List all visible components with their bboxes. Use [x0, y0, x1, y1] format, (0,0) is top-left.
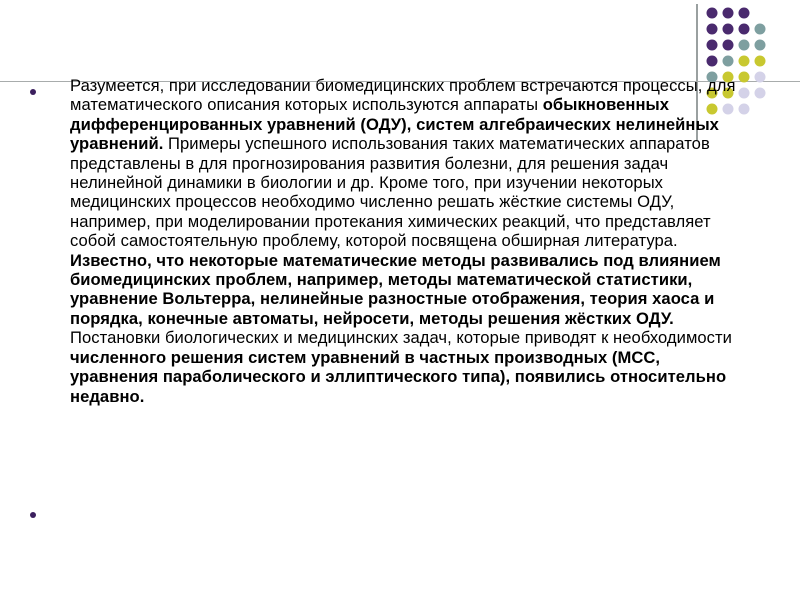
decorative-dot — [707, 56, 718, 67]
bullet-item — [30, 76, 742, 406]
decorative-dot — [723, 8, 734, 19]
paragraph-run-bold: Известно, что некоторые математические методы развивались под влиянием биомедицинских проблем, например, методы математической статистики, уравнение Вольтерра, нелинейные разностные отображения, теория хаоса и порядка, конечные автоматы, нейросети, методы решения жёстких ОДУ. — [70, 250, 721, 328]
bullet-icon — [30, 89, 36, 95]
main-paragraph — [70, 76, 742, 406]
paragraph-run-bold: численного решения систем уравнений в частных производных (МСС, уравнения параболического и эллиптического типа), появились относительно недавно. — [70, 347, 727, 406]
decorative-dot — [707, 24, 718, 35]
slide-body — [30, 76, 742, 406]
empty-bullet-icon — [30, 512, 36, 518]
decorative-dot — [739, 40, 750, 51]
paragraph-run: Постановки биологических и медицинских задач, которые приводят к необходимости — [70, 328, 733, 348]
decorative-dot — [707, 40, 718, 51]
decorative-dot — [723, 24, 734, 35]
paragraph-run-bold: обыкновенных дифференцированных уравнений (ОДУ), систем алгебраических нелинейных уравнений. — [70, 95, 719, 154]
decorative-dot — [755, 40, 766, 51]
decorative-dot — [755, 56, 766, 67]
paragraph-run: Примеры успешного использования таких математических аппаратов представлены в для прогнозирования развития болезни, для решения задач нелинейной динамики в биологии и др. Кроме того, при изучении некоторых медицинских процессов необходимо численно решать жёсткие системы ОДУ, например, при моделировании протекания химических реакций, что представляет собой самостоятельную проблему, которой посвящена обширная литература. — [70, 134, 711, 251]
paragraph-run: Разумеется, при исследовании биомедицинских проблем встречаются процессы, для математического описания которых используются аппараты — [70, 76, 736, 115]
decorative-dot — [739, 56, 750, 67]
decorative-dot — [739, 8, 750, 19]
decorative-dot — [723, 56, 734, 67]
decorative-dot — [723, 40, 734, 51]
decorative-dot — [707, 8, 718, 19]
decorative-dot — [755, 72, 766, 83]
decorative-dot — [755, 24, 766, 35]
decorative-dot — [755, 88, 766, 99]
decorative-dot — [739, 24, 750, 35]
